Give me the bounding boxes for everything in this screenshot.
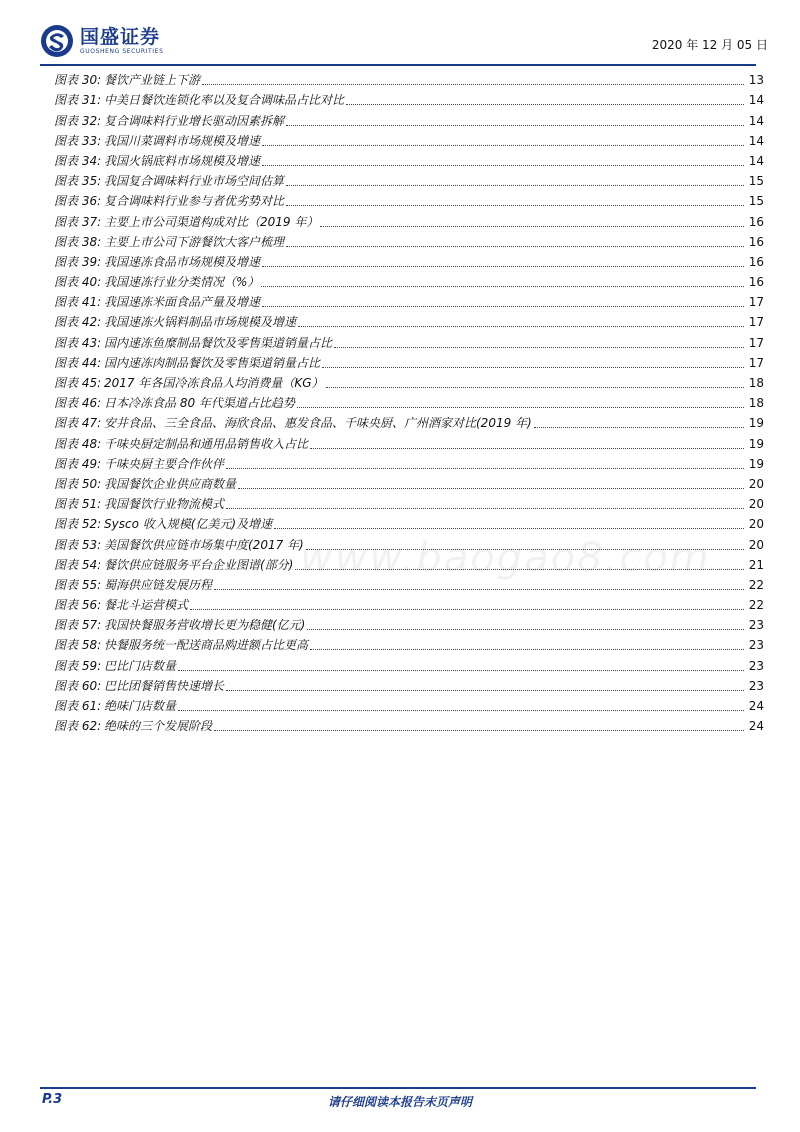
toc-entry[interactable]: [54, 353, 764, 373]
toc-entry-number: 图表 39:: [54, 254, 102, 269]
toc-entry-page: 23: [748, 678, 764, 693]
toc-entry-title: 日本冷冻食品 80 年代渠道占比趋势: [104, 396, 295, 411]
disclaimer-note: 请仔细阅读本报告末页声明: [327, 1095, 472, 1109]
toc-entry-title: Sysco 收入规模(亿美元)及增速: [104, 517, 273, 532]
dot-leader: [295, 568, 744, 570]
toc-entry-number: 图表 31:: [54, 93, 102, 108]
toc-entry-page: 16: [748, 254, 764, 269]
toc-entry[interactable]: [54, 90, 764, 110]
toc-entry-page: 16: [748, 275, 764, 290]
toc-entry-number: 图表 32:: [54, 113, 102, 128]
toc-entry-number: 图表 33:: [54, 133, 102, 148]
toc-entry-number: 图表 61:: [54, 699, 102, 713]
toc-entry-page: 23: [748, 618, 764, 633]
toc-entry-number: 图表 36:: [54, 194, 102, 209]
toc-entry-number: 图表 30:: [54, 73, 102, 88]
toc-entry-title: 绝味的三个发展阶段: [104, 719, 213, 734]
toc-entry-number: 图表 49:: [54, 456, 102, 471]
toc-entry-page: 19: [748, 436, 764, 451]
toc-entry-number: 图表 42:: [54, 315, 102, 330]
toc-entry-page: 20: [748, 476, 764, 491]
toc-entry-page: 23: [748, 658, 764, 673]
toc-entry-title: 餐北斗运营模式: [104, 598, 189, 613]
dot-leader: [274, 527, 744, 529]
page-header: [40, 18, 768, 64]
dot-leader: [310, 648, 744, 650]
toc-entry[interactable]: [54, 655, 764, 675]
toc-entry-number: 图表 43:: [54, 335, 102, 350]
toc-entry-number: 图表 52:: [54, 517, 102, 532]
report-date: 2020 年 12 月 05 日: [651, 38, 768, 52]
toc-entry[interactable]: [54, 575, 764, 595]
dot-leader: [286, 245, 744, 247]
toc-entry-page: 17: [748, 355, 764, 370]
toc-entry-page: 16: [748, 214, 764, 229]
toc-entry-title: 复合调味料行业参与者优劣势对比: [104, 194, 285, 209]
toc-entry[interactable]: [54, 332, 764, 352]
header-divider: [40, 64, 756, 66]
dot-leader: [178, 709, 744, 711]
toc-entry-title: 2017 年各国冷冻食品人均消费量（KG）: [104, 376, 324, 390]
dot-leader: [178, 669, 744, 671]
toc-entry-title: 安井食品、三全食品、海欣食品、惠发食品、千味央厨、广州酒家对比(2019 年): [104, 416, 532, 431]
toc-entry-page: 18: [748, 396, 764, 411]
dot-leader: [286, 124, 744, 126]
dot-leader: [262, 265, 744, 267]
dot-leader: [261, 285, 744, 287]
toc-entry-number: 图表 44:: [54, 355, 102, 370]
toc-entry-page: 17: [748, 335, 764, 350]
toc-entry-number: 图表 53:: [54, 537, 102, 552]
dot-leader: [297, 406, 744, 408]
dot-leader: [326, 386, 744, 388]
dot-leader: [334, 346, 744, 348]
toc-entry-number: 图表 46:: [54, 396, 102, 411]
toc-entry-number: 图表 35:: [54, 174, 102, 189]
guosheng-logo-icon: [40, 24, 74, 58]
toc-entry[interactable]: [54, 595, 764, 615]
toc-entry-number: 图表 40:: [54, 275, 102, 290]
figure-index-list: [54, 70, 764, 736]
toc-entry[interactable]: [54, 373, 764, 393]
toc-entry[interactable]: [54, 716, 764, 736]
toc-entry-number: 图表 55:: [54, 577, 102, 592]
toc-entry[interactable]: [54, 232, 764, 252]
toc-entry-title: 蜀海供应链发展历程: [104, 577, 213, 592]
toc-entry[interactable]: [54, 676, 764, 696]
toc-entry-page: 23: [748, 638, 764, 653]
toc-entry-page: 15: [748, 194, 764, 209]
toc-entry-title: 主要上市公司渠道构成对比（2019 年）: [104, 214, 319, 229]
toc-entry[interactable]: [54, 534, 764, 554]
dot-leader: [226, 507, 744, 509]
toc-entry[interactable]: [54, 252, 764, 272]
toc-entry-title: 我国速冻米面食品产量及增速: [104, 295, 261, 310]
toc-entry[interactable]: [54, 191, 764, 211]
toc-entry[interactable]: [54, 292, 764, 312]
toc-entry-number: 图表 45:: [54, 376, 102, 390]
dot-leader: [262, 164, 744, 166]
toc-entry[interactable]: [54, 151, 764, 171]
brand-name-en: GUOSHENG SECURITIES: [80, 48, 164, 55]
dot-leader: [310, 447, 744, 449]
toc-entry-number: 图表 58:: [54, 638, 102, 653]
toc-entry-page: 15: [748, 174, 764, 189]
toc-entry[interactable]: [54, 413, 764, 433]
dot-leader: [286, 184, 744, 186]
toc-entry-number: 图表 34:: [54, 153, 102, 168]
toc-entry-page: 20: [748, 537, 764, 552]
toc-entry[interactable]: [54, 514, 764, 534]
toc-entry-page: 19: [748, 416, 764, 431]
toc-entry-number: 图表 57:: [54, 618, 102, 633]
toc-entry-title: 美国餐饮供应链市场集中度(2017 年): [104, 537, 304, 552]
toc-entry-page: 14: [748, 113, 764, 128]
toc-entry[interactable]: [54, 555, 764, 575]
toc-entry-title: 我国餐饮企业供应商数量: [104, 476, 237, 491]
toc-entry-page: 22: [748, 598, 764, 613]
toc-entry[interactable]: [54, 474, 764, 494]
toc-entry-number: 图表 48:: [54, 436, 102, 451]
toc-entry-number: 图表 50:: [54, 476, 102, 491]
toc-entry-page: 17: [748, 315, 764, 330]
toc-entry-title: 中美日餐饮连锁化率以及复合调味品占比对比: [104, 93, 345, 108]
toc-entry-number: 图表 60:: [54, 678, 102, 693]
toc-entry-title: 我国速冻火锅料制品市场规模及增速: [104, 315, 297, 330]
dot-leader: [286, 204, 744, 206]
toc-entry[interactable]: [54, 171, 764, 191]
dot-leader: [262, 305, 744, 307]
toc-entry-number: 图表 56:: [54, 598, 102, 613]
toc-entry-title: 千味央厨定制品和通用品销售收入占比: [104, 436, 309, 451]
toc-entry-number: 图表 38:: [54, 234, 102, 249]
toc-entry-title: 快餐服务统一配送商品购进额占比更高: [104, 638, 309, 653]
brand-logo: [40, 24, 163, 58]
toc-entry-title: 我国速冻行业分类情况（%）: [104, 275, 260, 290]
toc-entry[interactable]: [54, 696, 764, 716]
brand-name: 国盛证券: [80, 26, 161, 48]
toc-entry-title: 国内速冻鱼糜制品餐饮及零售渠道销量占比: [104, 335, 333, 350]
dot-leader: [214, 729, 744, 731]
toc-entry-number: 图表 54:: [54, 557, 102, 572]
dot-leader: [226, 467, 744, 469]
toc-entry-number: 图表 51:: [54, 497, 102, 512]
toc-entry-title: 千味央厨主要合作伙伴: [104, 456, 225, 471]
toc-entry[interactable]: [54, 131, 764, 151]
watermark: www.baogao8.com: [300, 535, 711, 581]
toc-entry[interactable]: [54, 615, 764, 635]
toc-entry-number: 图表 59:: [54, 658, 102, 673]
dot-leader: [534, 426, 744, 428]
dot-leader: [190, 608, 744, 610]
toc-entry-page: 20: [748, 497, 764, 512]
toc-entry[interactable]: [54, 635, 764, 655]
toc-entry-title: 餐饮产业链上下游: [104, 73, 201, 88]
toc-entry-page: 18: [748, 376, 764, 390]
toc-entry-page: 24: [748, 719, 764, 734]
toc-entry-title: 复合调味料行业增长驱动因素拆解: [104, 113, 285, 128]
toc-entry-title: 巴比门店数量: [104, 658, 177, 673]
footer-divider: [40, 1087, 756, 1089]
toc-entry-title: 餐饮供应链服务平台企业图谱(部分): [104, 557, 294, 572]
toc-entry[interactable]: [54, 70, 764, 90]
toc-entry-page: 14: [748, 93, 764, 108]
page-number: P.3: [42, 1092, 63, 1107]
toc-entry-number: 图表 62:: [54, 719, 102, 734]
dot-leader: [262, 144, 744, 146]
toc-entry-title: 我国火锅底料市场规模及增速: [104, 153, 261, 168]
toc-entry[interactable]: [54, 211, 764, 231]
toc-entry[interactable]: [54, 272, 764, 292]
toc-entry[interactable]: [54, 433, 764, 453]
dot-leader: [226, 689, 744, 691]
toc-entry-title: 绝味门店数量: [104, 699, 177, 713]
toc-entry-number: 图表 47:: [54, 416, 102, 431]
dot-leader: [346, 103, 744, 105]
toc-entry[interactable]: [54, 312, 764, 332]
dot-leader: [307, 628, 744, 630]
dot-leader: [306, 548, 744, 550]
toc-entry-title: 主要上市公司下游餐饮大客户梳理: [104, 234, 285, 249]
toc-entry-title: 我国川菜调料市场规模及增速: [104, 133, 261, 148]
dot-leader: [214, 588, 744, 590]
toc-entry-page: 19: [748, 456, 764, 471]
toc-entry-number: 图表 41:: [54, 295, 102, 310]
toc-entry[interactable]: [54, 454, 764, 474]
toc-entry-page: 14: [748, 133, 764, 148]
toc-entry-page: 17: [748, 295, 764, 310]
toc-entry[interactable]: [54, 393, 764, 413]
toc-entry-number: 图表 37:: [54, 214, 102, 229]
toc-entry-title: 巴比团餐销售快速增长: [104, 678, 225, 693]
toc-entry-title: 我国快餐服务营收增长更为稳健(亿元): [104, 618, 306, 633]
dot-leader: [202, 83, 744, 85]
dot-leader: [238, 487, 744, 489]
toc-entry-title: 国内速冻肉制品餐饮及零售渠道销量占比: [104, 355, 321, 370]
toc-entry-page: 14: [748, 153, 764, 168]
toc-entry-title: 我国复合调味料行业市场空间估算: [104, 174, 285, 189]
toc-entry[interactable]: [54, 110, 764, 130]
toc-entry-page: 22: [748, 577, 764, 592]
dot-leader: [322, 366, 744, 368]
toc-entry-page: 21: [748, 557, 764, 572]
toc-entry-page: 13: [748, 73, 764, 88]
dot-leader: [320, 225, 744, 227]
toc-entry[interactable]: [54, 494, 764, 514]
toc-entry-page: 24: [748, 699, 764, 713]
toc-entry-title: 我国餐饮行业物流模式: [104, 497, 225, 512]
dot-leader: [298, 325, 744, 327]
toc-entry-page: 20: [748, 517, 764, 532]
toc-entry-page: 16: [748, 234, 764, 249]
toc-entry-title: 我国速冻食品市场规模及增速: [104, 254, 261, 269]
